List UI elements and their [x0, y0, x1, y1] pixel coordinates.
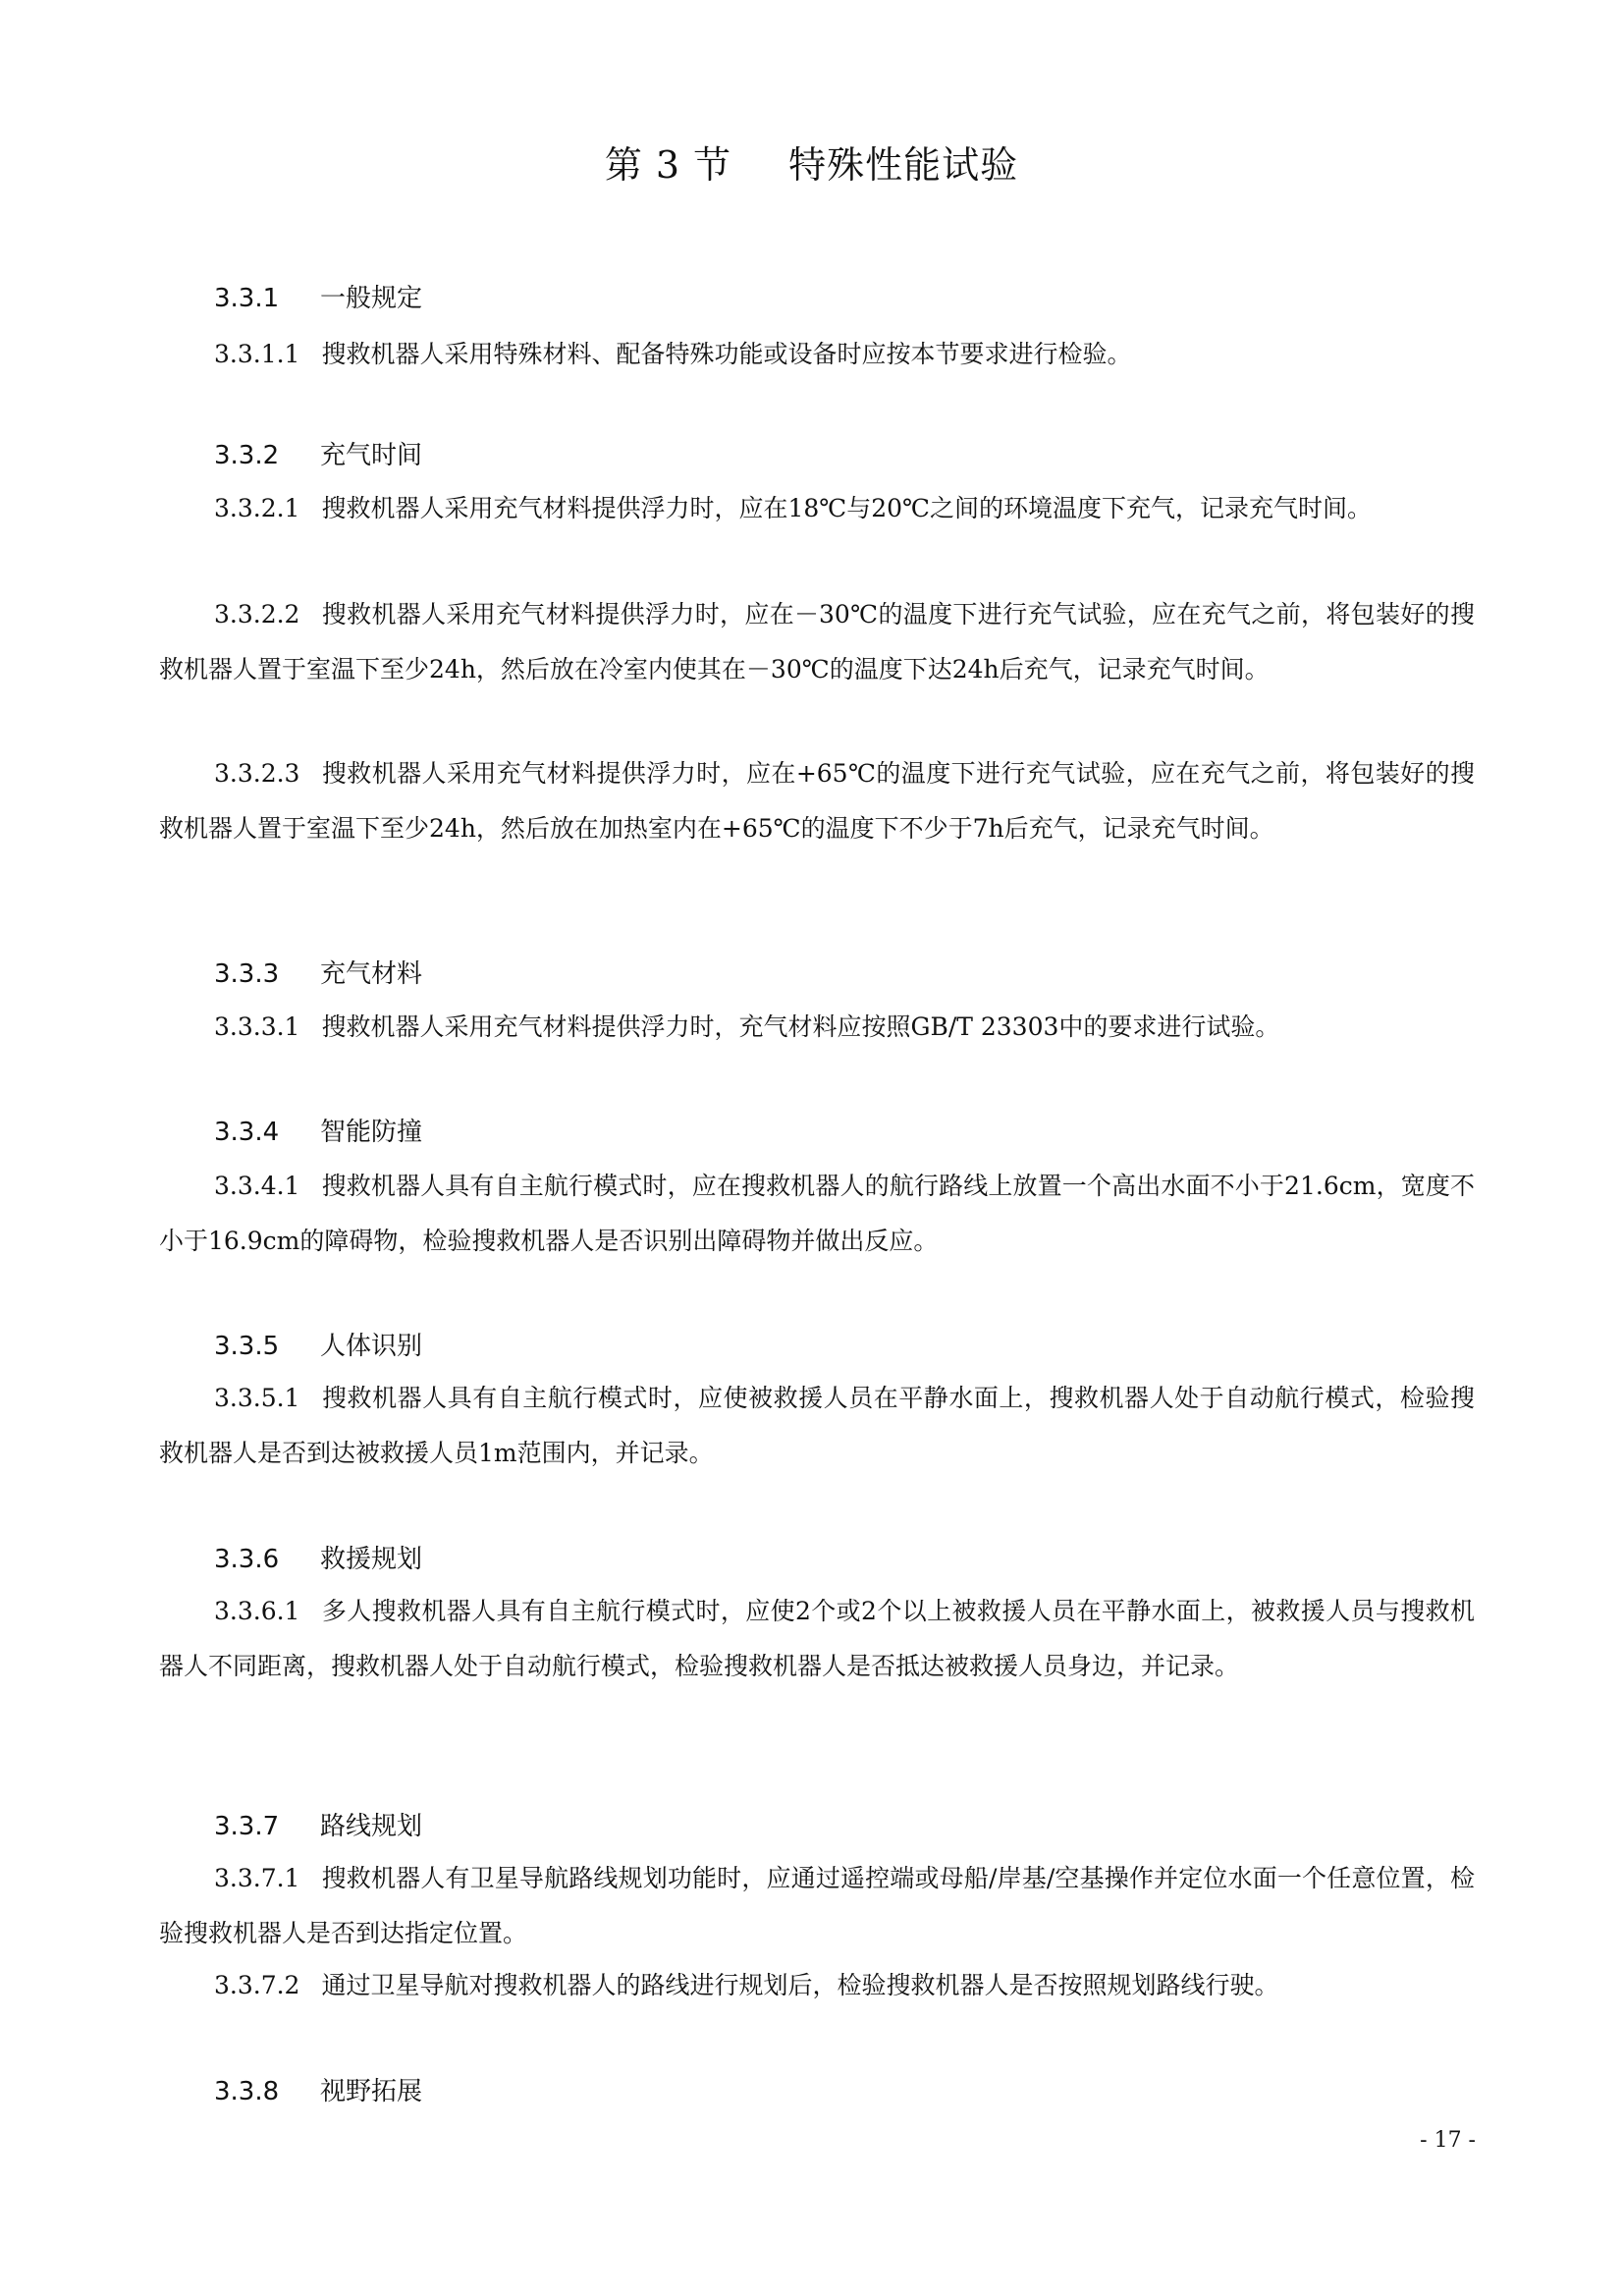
page-number: - 17 -: [1420, 2128, 1476, 2153]
heading-3-3-3: 3.3.3 充气材料: [214, 959, 423, 989]
paragraph-3-3-2-1: 3.3.2.1 搜救机器人采用充气材料提供浮力时，应在18℃与20℃之间的环境温度下充气，记录充气时间。: [214, 494, 1373, 522]
heading-3-3-7: 3.3.7 路线规划: [214, 1812, 423, 1841]
paragraph-3-3-1-1: 3.3.1.1 搜救机器人采用特殊材料、配备特殊功能或设备时应按本节要求进行检验。: [214, 340, 1132, 368]
paragraph-3-3-4-1: 3.3.4.1 搜救机器人具有自主航行模式时，应在搜救机器人的航行路线上放置一个高出水面不小于21.6cm，宽度不小于16.9cm的障碍物，检验搜救机器人是否识别出障碍物并做出反应。: [159, 1172, 1475, 1255]
page-title: [0, 136, 1623, 194]
heading-3-3-2: 3.3.2 充气时间: [214, 441, 423, 470]
heading-3-3-6: 3.3.6 救援规划: [214, 1545, 423, 1574]
section-title-text: 特殊性能试验: [788, 143, 1019, 187]
heading-3-3-5: 3.3.5 人体识别: [214, 1332, 423, 1361]
paragraph-3-3-5-1: 3.3.5.1 搜救机器人具有自主航行模式时，应使被救援人员在平静水面上，搜救机器人处于自动航行模式，检验搜救机器人是否到达被救援人员1m范围内，并记录。: [159, 1384, 1475, 1467]
paragraph-3-3-3-1: 3.3.3.1 搜救机器人采用充气材料提供浮力时，充气材料应按照GB/T 23303中的要求进行试验。: [214, 1012, 1280, 1041]
section-number-title: 第 3 节: [604, 143, 732, 187]
paragraph-3-3-6-1: 3.3.6.1 多人搜救机器人具有自主航行模式时，应使2个或2个以上被救援人员在平静水面上，被救援人员与搜救机器人不同距离，搜救机器人处于自动航行模式，检验搜救机器人是否抵达被救援人员身边，并记录。: [159, 1597, 1475, 1680]
heading-3-3-8: 3.3.8 视野拓展: [214, 2077, 423, 2106]
heading-3-3-1: 3.3.1 一般规定: [214, 284, 423, 313]
paragraph-3-3-7-2: 3.3.7.2 通过卫星导航对搜救机器人的路线进行规划后，检验搜救机器人是否按照规划路线行驶。: [214, 1971, 1279, 1999]
paragraph-3-3-2-3: 3.3.2.3 搜救机器人采用充气材料提供浮力时，应在+65℃的温度下进行充气试验，应在充气之前，将包装好的搜救机器人置于室温下至少24h，然后放在加热室内在+65℃的温度下不少于7h后充气，记录充气时间。: [159, 759, 1475, 843]
heading-3-3-4: 3.3.4 智能防撞: [214, 1118, 423, 1147]
paragraph-3-3-7-1: 3.3.7.1 搜救机器人有卫星导航路线规划功能时，应通过遥控端或母船/岸基/空基操作并定位水面一个任意位置，检验搜救机器人是否到达指定位置。: [159, 1864, 1475, 1947]
paragraph-3-3-2-2: 3.3.2.2 搜救机器人采用充气材料提供浮力时，应在－30℃的温度下进行充气试验，应在充气之前，将包装好的搜救机器人置于室温下至少24h，然后放在冷室内使其在－30℃的温度下达24h后充气，记录充气时间。: [159, 600, 1475, 683]
